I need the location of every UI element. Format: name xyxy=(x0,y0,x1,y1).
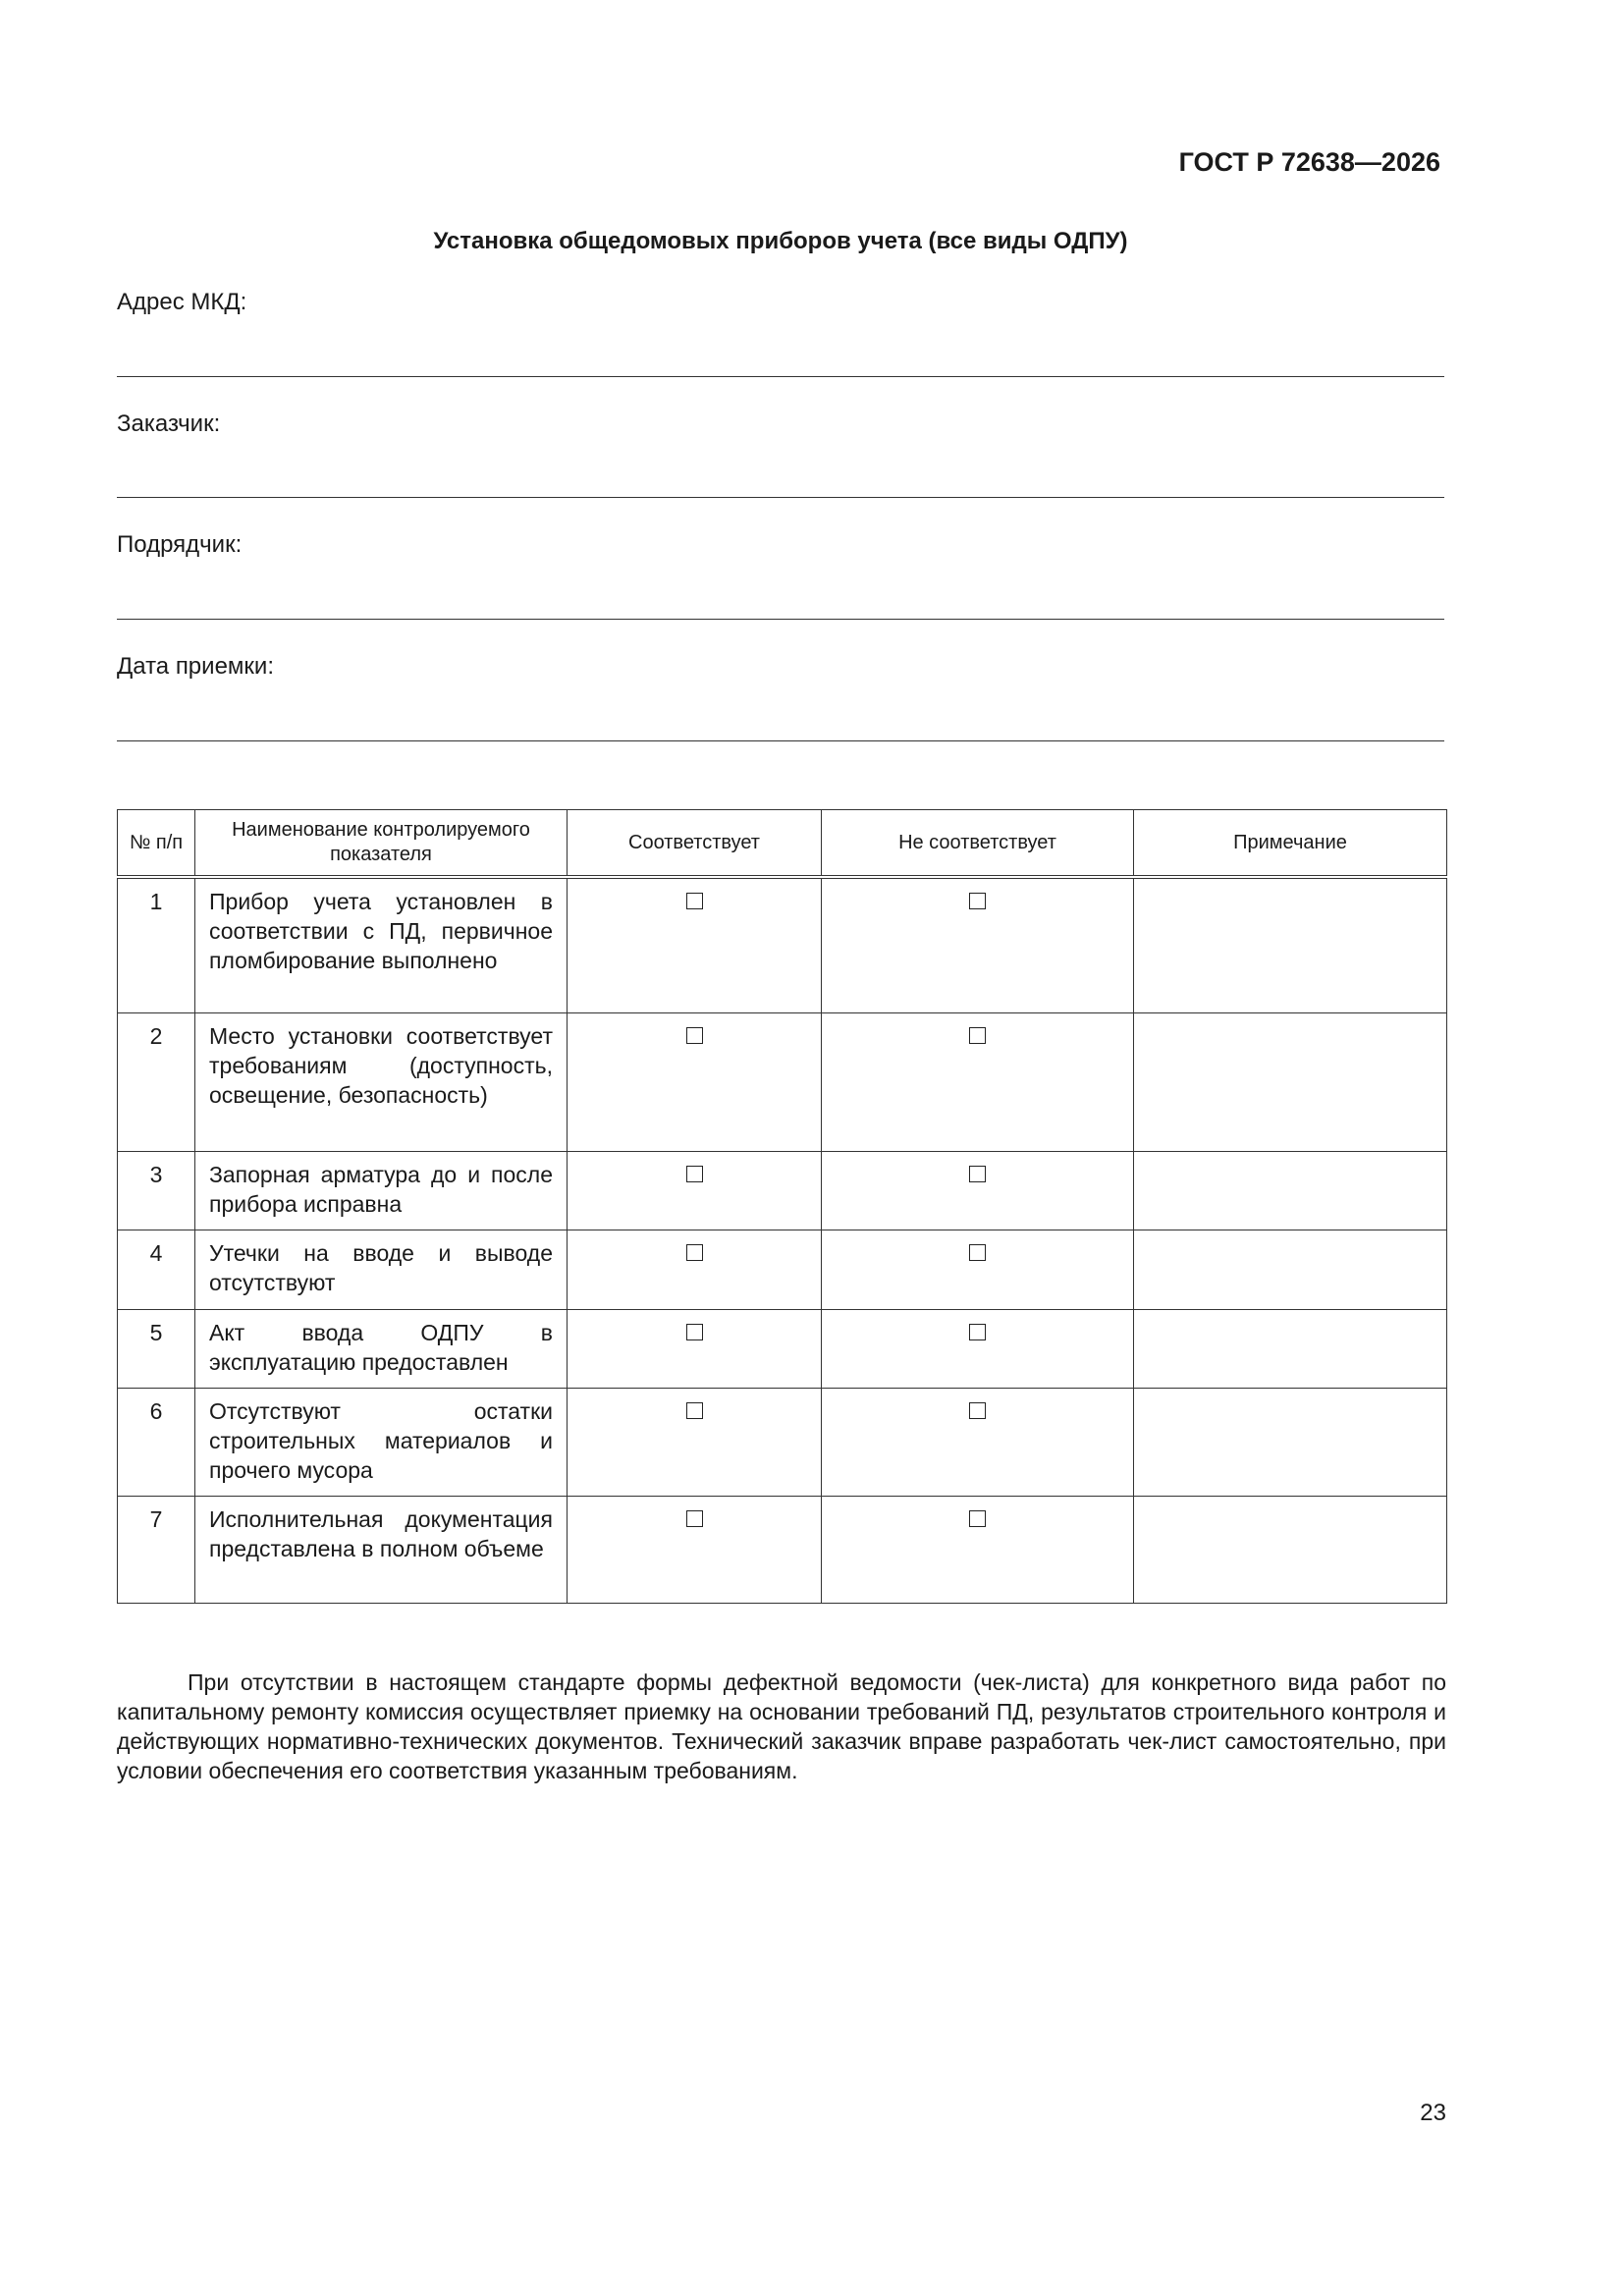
conforms-cell xyxy=(568,1230,822,1309)
conforms-checkbox[interactable] xyxy=(686,1510,703,1527)
conforms-checkbox[interactable] xyxy=(686,1402,703,1419)
row-name: Утечки на вводе и выводе отсутствуют xyxy=(195,1230,568,1309)
not-conforms-checkbox[interactable] xyxy=(969,1510,986,1527)
row-name: Исполнительная документация представлена в полном объеме xyxy=(195,1496,568,1603)
table-row xyxy=(118,1230,1447,1309)
conforms-checkbox[interactable] xyxy=(686,893,703,909)
note-cell[interactable] xyxy=(1134,877,1447,1012)
conforms-cell xyxy=(568,877,822,1012)
note-paragraph: При отсутствии в настоящем стандарте формы дефектной ведомости (чек-листа) для конкретного вида работ по капитальному ремонту комиссия осуществляет приемку на основании требований ПД, результатов строительного контроля и действующих нормативно-технических документов. Технический заказчик вправе разработать чек-лист самостоятельно, при условии обеспечения его соответствия указанным требованиям. xyxy=(117,1669,1446,1783)
page-number: 23 xyxy=(1420,2100,1446,2126)
row-name: Запорная арматура до и после прибора исправна xyxy=(195,1151,568,1230)
header-note: Примечание xyxy=(1134,810,1447,878)
not-conforms-cell xyxy=(822,1388,1134,1496)
table-row xyxy=(118,1012,1447,1151)
row-name: Прибор учета установлен в соответствии с ПД, первичное пломбирование выполнено xyxy=(195,877,568,1012)
table-header-row xyxy=(118,810,1447,878)
table-row xyxy=(118,877,1447,1012)
field-date-line xyxy=(117,740,1444,741)
field-customer-label: Заказчик: xyxy=(117,410,221,437)
field-date-label: Дата приемки: xyxy=(117,653,274,680)
row-name: Место установки соответствует требованиям (доступность, освещение, безопасность) xyxy=(195,1012,568,1151)
not-conforms-checkbox[interactable] xyxy=(969,1244,986,1261)
field-contractor-line xyxy=(117,619,1444,620)
conforms-cell xyxy=(568,1151,822,1230)
row-name: Акт ввода ОДПУ в эксплуатацию предоставлен xyxy=(195,1309,568,1388)
not-conforms-checkbox[interactable] xyxy=(969,1402,986,1419)
row-num: 7 xyxy=(118,1496,195,1603)
header-name: Наименование контролируемого показателя xyxy=(195,810,568,878)
not-conforms-checkbox[interactable] xyxy=(969,1027,986,1044)
note-cell[interactable] xyxy=(1134,1309,1447,1388)
conforms-cell xyxy=(568,1012,822,1151)
table-row xyxy=(118,1309,1447,1388)
table-row xyxy=(118,1496,1447,1603)
field-address-label: Адрес МКД: xyxy=(117,289,247,315)
conforms-cell xyxy=(568,1309,822,1388)
note-cell[interactable] xyxy=(1134,1151,1447,1230)
conforms-checkbox[interactable] xyxy=(686,1166,703,1182)
row-num: 1 xyxy=(118,877,195,1012)
field-address-line xyxy=(117,376,1444,377)
row-num: 5 xyxy=(118,1309,195,1388)
not-conforms-cell xyxy=(822,1496,1134,1603)
conforms-checkbox[interactable] xyxy=(686,1027,703,1044)
note-cell[interactable] xyxy=(1134,1230,1447,1309)
table-row xyxy=(118,1151,1447,1230)
conforms-cell xyxy=(568,1388,822,1496)
not-conforms-cell xyxy=(822,1309,1134,1388)
row-num: 6 xyxy=(118,1388,195,1496)
field-customer-line xyxy=(117,497,1444,498)
doc-code: ГОСТ Р 72638—2026 xyxy=(1178,147,1440,177)
conforms-checkbox[interactable] xyxy=(686,1324,703,1340)
not-conforms-cell xyxy=(822,877,1134,1012)
form-title: Установка общедомовых приборов учета (все виды ОДПУ) xyxy=(433,228,1128,254)
row-num: 4 xyxy=(118,1230,195,1309)
conforms-cell xyxy=(568,1496,822,1603)
not-conforms-cell xyxy=(822,1151,1134,1230)
not-conforms-checkbox[interactable] xyxy=(969,893,986,909)
row-num: 2 xyxy=(118,1012,195,1151)
not-conforms-checkbox[interactable] xyxy=(969,1324,986,1340)
header-not-conforms: Не соответствует xyxy=(822,810,1134,878)
not-conforms-checkbox[interactable] xyxy=(969,1166,986,1182)
not-conforms-cell xyxy=(822,1230,1134,1309)
checklist-table xyxy=(117,809,1447,1604)
note-cell[interactable] xyxy=(1134,1012,1447,1151)
row-name: Отсутствуют остатки строительных материалов и прочего мусора xyxy=(195,1388,568,1496)
field-contractor-label: Подрядчик: xyxy=(117,531,243,558)
table-row xyxy=(118,1388,1447,1496)
header-num: № п/п xyxy=(118,810,195,878)
header-conforms: Соответствует xyxy=(568,810,822,878)
row-num: 3 xyxy=(118,1151,195,1230)
conforms-checkbox[interactable] xyxy=(686,1244,703,1261)
not-conforms-cell xyxy=(822,1012,1134,1151)
note-cell[interactable] xyxy=(1134,1388,1447,1496)
note-cell[interactable] xyxy=(1134,1496,1447,1603)
